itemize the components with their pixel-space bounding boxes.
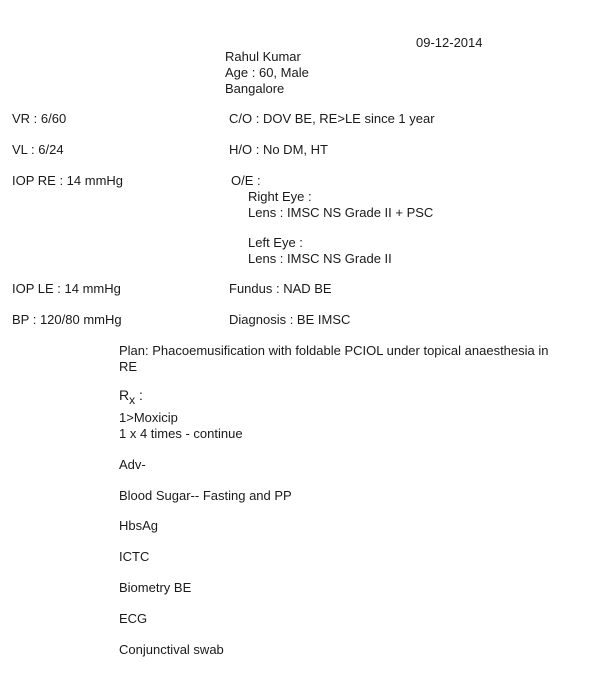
- history: H/O : No DM, HT: [229, 142, 328, 157]
- advice-item: Biometry BE: [119, 580, 192, 595]
- blood-pressure: BP : 120/80 mmHg: [12, 312, 122, 327]
- right-eye-label: Right Eye :: [248, 189, 312, 204]
- advice-item: Conjunctival swab: [119, 642, 224, 657]
- advice-label: Adv-: [119, 457, 146, 472]
- diagnosis: Diagnosis : BE IMSC: [229, 312, 351, 327]
- left-eye-label: Left Eye :: [248, 235, 303, 250]
- plan-line-1: Plan: Phacoemusification with foldable PCIOL under topical anaesthesia in: [119, 343, 549, 358]
- advice-item: ECG: [119, 611, 148, 626]
- prescription-date: 09-12-2014: [416, 35, 483, 50]
- rx-medication: 1>Moxicip: [119, 410, 178, 425]
- left-eye-lens: Lens : IMSC NS Grade II: [248, 251, 392, 266]
- rx-colon: :: [135, 387, 143, 403]
- rx-x: x: [129, 393, 136, 407]
- fundus: Fundus : NAD BE: [229, 281, 332, 296]
- rx-r: R: [119, 387, 130, 403]
- rx-dosage: 1 x 4 times - continue: [119, 426, 243, 441]
- patient-city: Bangalore: [225, 81, 285, 96]
- iop-left-eye: IOP LE : 14 mmHg: [12, 281, 121, 296]
- patient-age-sex: Age : 60, Male: [225, 65, 309, 80]
- iop-right-eye: IOP RE : 14 mmHg: [12, 173, 124, 188]
- advice-item: HbsAg: [119, 518, 159, 533]
- chief-complaint: C/O : DOV BE, RE>LE since 1 year: [229, 111, 435, 126]
- advice-item: Blood Sugar-- Fasting and PP: [119, 488, 292, 503]
- patient-name: Rahul Kumar: [225, 49, 301, 64]
- on-examination-label: O/E :: [231, 173, 261, 188]
- rx-symbol: [119, 387, 143, 408]
- advice-item: ICTC: [119, 549, 150, 564]
- visual-acuity-right: VR : 6/60: [12, 111, 67, 126]
- right-eye-lens: Lens : IMSC NS Grade II + PSC: [248, 205, 434, 220]
- visual-acuity-left: VL : 6/24: [12, 142, 64, 157]
- plan-line-2: RE: [119, 359, 138, 374]
